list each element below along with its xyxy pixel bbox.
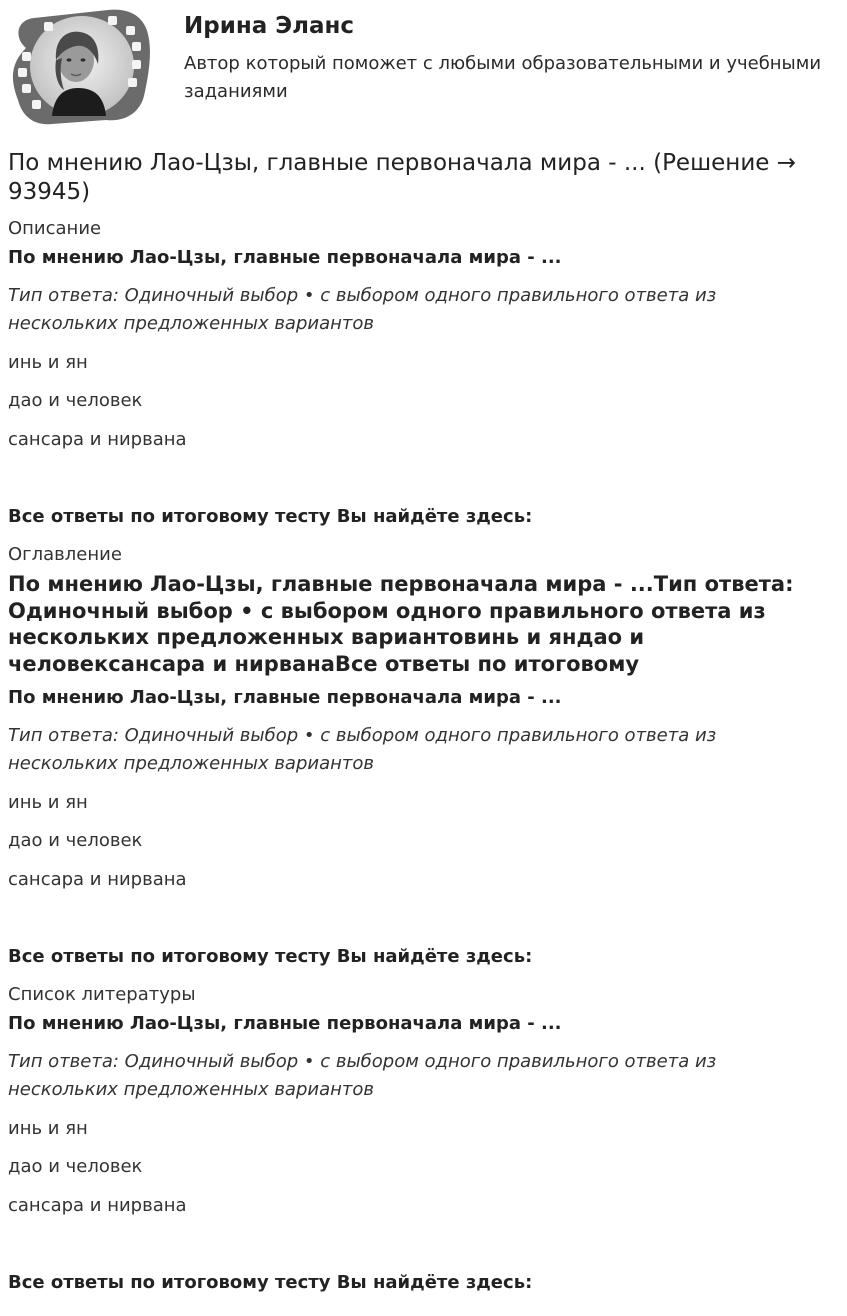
answer-option: дао и человек <box>8 390 143 411</box>
answer-option: дао и человек <box>8 830 143 851</box>
question-text: По мнению Лао-Цзы, главные первоначала мира - ... <box>8 1013 562 1034</box>
section-label-bibliography: Список литературы <box>8 984 196 1005</box>
author-name[interactable]: Ирина Эланс <box>184 13 355 39</box>
section-label-toc: Оглавление <box>8 544 122 565</box>
answer-option: инь и ян <box>8 1118 88 1139</box>
answer-type: Тип ответа: Одиночный выбор • с выбором одного правильного ответа из нескольких предложенных вариантов <box>8 1051 717 1100</box>
all-answers-link-text: Все ответы по итоговому тесту Вы найдёте здесь: <box>8 506 533 527</box>
question-text: По мнению Лао-Цзы, главные первоначала мира - ... <box>8 247 562 268</box>
answer-option: сансара и нирвана <box>8 869 187 890</box>
all-answers-link-text: Все ответы по итоговому тесту Вы найдёте здесь: <box>8 946 533 967</box>
answer-option: инь и ян <box>8 352 88 373</box>
answer-option: инь и ян <box>8 792 88 813</box>
all-answers-link-text: Все ответы по итоговому тесту Вы найдёте здесь: <box>8 1272 533 1293</box>
author-description: Автор который поможет с любыми образовательными и учебными заданиями <box>184 53 822 102</box>
answer-type: Тип ответа: Одиночный выбор • с выбором одного правильного ответа из нескольких предложенных вариантов <box>8 285 717 334</box>
answer-option: дао и человек <box>8 1156 143 1177</box>
question-text: По мнению Лао-Цзы, главные первоначала мира - ... <box>8 687 562 708</box>
section-label-description: Описание <box>8 218 102 239</box>
toc-heading: По мнению Лао-Цзы, главные первоначала мира - ...Тип ответа: Одиночный выбор • с выбором одного правильного ответа из нескольких предложенных вариантовинь и яндао и человексансара и нирванаВсе ответы по итоговому <box>8 572 794 676</box>
page-title: По мнению Лао-Цзы, главные первоначала мира - ... (Решение → 93945) <box>8 150 796 205</box>
answer-option: сансара и нирвана <box>8 1195 187 1216</box>
answer-type: Тип ответа: Одиночный выбор • с выбором одного правильного ответа из нескольких предложенных вариантов <box>8 725 717 774</box>
author-header <box>8 8 839 128</box>
answer-option: сансара и нирвана <box>8 429 187 450</box>
film-frame-avatar-icon <box>8 8 150 126</box>
